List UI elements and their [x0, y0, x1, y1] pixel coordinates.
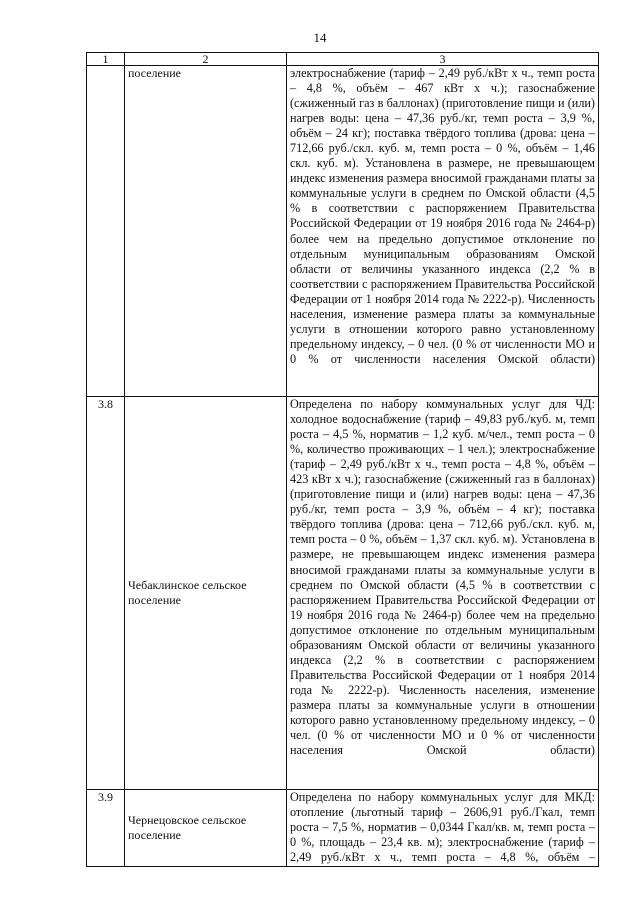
row-number: 3.9	[87, 790, 125, 867]
tariff-table	[86, 52, 599, 867]
column-header: 3	[287, 53, 599, 66]
table-row	[87, 397, 599, 790]
table-row	[87, 66, 599, 397]
column-header: 2	[125, 53, 287, 66]
page-number: 14	[313, 30, 327, 45]
row-number: 3.8	[87, 397, 125, 790]
row-description: электроснабжение (тариф – 2,49 руб./кВт х ч., темп роста – 4,8 %, объём – 467 кВт х ч.); газоснабжение (сжиженный газ в баллонах) (приготовление пищи и (или) нагрев воды: цена – 47,36 руб./кг, темп роста – 3,9 %, объём – 24 кг); поставка твёрдого топлива (дрова: цена – 712,66 руб./скл. куб. м, темп роста – 0 %, объём – 1,46 скл. куб. м). Установлена в размере, не превышающем индекс изменения размера вносимой гражданами платы за коммунальные услуги в среднем по Омской области (4,5 % в соответствии с распоряжением Правительства Российской Федерации от 19 ноября 2016 года № 2464-р) более чем на предельно допустимое отклонение по отдельным муниципальным образованиям Омской области от величины указанного индекса (2,2 % в соответствии с распоряжением Правительства Российской Федерации от 1 ноября 2014 года № 2222-р). Численность населения, изменение размера платы за коммунальные услуги в отношении которого равно установленному предельному индексу, – 0 чел. (0 % от численности МО и 0 % от численности населения Омской области)	[287, 66, 599, 397]
row-number	[87, 66, 125, 397]
row-description: Определена по набору коммунальных услуг для ЧД: холодное водоснабжение (тариф – 49,83 руб./куб. м, темп роста – 4,5 %, норматив – 1,2 куб. м/чел., темп роста – 0 %, количество проживающих – 1 чел.); электроснабжение (тариф – 2,49 руб./кВт х ч., темп роста – 4,8 %, объём – 423 кВт х ч.); газоснабжение (сжиженный газ в баллонах) (приготовление пищи и (или) нагрев воды: цена – 47,36 руб./кг, темп роста – 3,9 %, объём – 4 кг); поставка твёрдого топлива (дрова: цена – 712,66 руб./скл. куб. м, темп роста – 0 %, объём – 1,37 скл. куб. м). Установлена в размере, не превышающем индекс изменения размера вносимой гражданами платы за коммунальные услуги в среднем по Омской области (4,5 % в соответствии с распоряжением Правительства Российской Федерации от 19 ноября 2016 года № 2464-р) более чем на предельно допустимое отклонение по отдельным муниципальным образованиям Омской области от величины указанного индекса (2,2 % в соответствии с распоряжением Правительства Российской Федерации от 1 ноября 2014 года № 2222-р). Численность населения, изменение размера платы за коммунальные услуги в отношении которого равно установленному предельному индексу, – 0 чел. (0 % от численности МО и 0 % от численности населения Омской области)	[287, 397, 599, 790]
table-row	[87, 790, 599, 867]
settlement-name: Чернецовское сельское поселение	[125, 790, 287, 867]
table-header-row	[87, 53, 599, 66]
settlement-name: поселение	[125, 66, 287, 397]
settlement-name: Чебаклинское сельское поселение	[125, 397, 287, 790]
column-header: 1	[87, 53, 125, 66]
row-description: Определена по набору коммунальных услуг для МКД: отопление (льготный тариф – 2606,91 руб./Гкал, темп роста – 7,5 %, норматив – 0,0344 Гкал/кв. м, темп роста – 0 %, площадь – 23,4 кв. м); электроснабжение (тариф – 2,49 руб./кВт х ч., темп роста – 4,8 %, объём –	[287, 790, 599, 867]
